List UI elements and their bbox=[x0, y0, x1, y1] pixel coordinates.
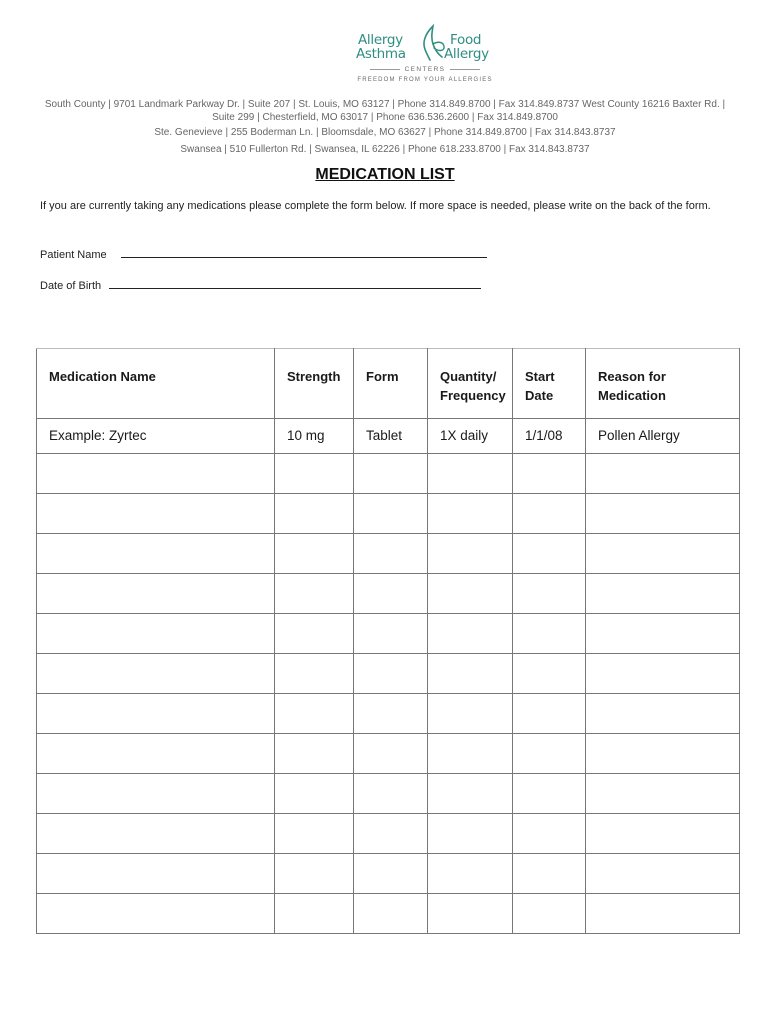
logo-centers bbox=[340, 66, 510, 73]
form-cell[interactable] bbox=[354, 734, 428, 774]
reason-cell[interactable] bbox=[586, 654, 740, 694]
medication-name-cell[interactable] bbox=[37, 454, 275, 494]
example-reason: Pollen Allergy bbox=[586, 419, 740, 454]
table-row bbox=[37, 654, 740, 694]
form-cell[interactable] bbox=[354, 494, 428, 534]
example-medication-name: Example: Zyrtec bbox=[37, 419, 275, 454]
header-reason bbox=[586, 349, 740, 419]
start-date-cell[interactable] bbox=[513, 654, 586, 694]
table-row bbox=[37, 614, 740, 654]
start-date-cell[interactable] bbox=[513, 694, 586, 734]
start-date-cell[interactable] bbox=[513, 734, 586, 774]
reason-cell[interactable] bbox=[586, 614, 740, 654]
table-row bbox=[37, 534, 740, 574]
reason-cell[interactable] bbox=[586, 894, 740, 934]
form-cell[interactable] bbox=[354, 534, 428, 574]
strength-cell[interactable] bbox=[275, 894, 354, 934]
example-start-date: 1/1/08 bbox=[513, 419, 586, 454]
butterfly-logo-icon bbox=[416, 24, 446, 62]
table-row bbox=[37, 734, 740, 774]
patient-name-field[interactable] bbox=[121, 247, 487, 258]
form-cell[interactable] bbox=[354, 694, 428, 734]
quantity-cell[interactable] bbox=[428, 454, 513, 494]
example-strength: 10 mg bbox=[275, 419, 354, 454]
logo-word-asthma: Asthma bbox=[356, 46, 406, 62]
strength-cell[interactable] bbox=[275, 494, 354, 534]
header-quantity-line2: Frequency bbox=[440, 388, 506, 403]
header-medication-name: Medication Name bbox=[37, 349, 275, 419]
table-row bbox=[37, 814, 740, 854]
strength-cell[interactable] bbox=[275, 774, 354, 814]
medication-name-cell[interactable] bbox=[37, 854, 275, 894]
address-line-2: Ste. Genevieve | 255 Boderman Ln. | Bloomsdale, MO 63627 | Phone 314.849.8700 | Fax 314.843.8737 bbox=[154, 127, 616, 138]
page-title: MEDICATION LIST bbox=[315, 166, 455, 183]
reason-cell[interactable] bbox=[586, 574, 740, 614]
header-start-date bbox=[513, 349, 586, 419]
form-cell[interactable] bbox=[354, 654, 428, 694]
form-cell[interactable] bbox=[354, 454, 428, 494]
form-cell[interactable] bbox=[354, 894, 428, 934]
strength-cell[interactable] bbox=[275, 534, 354, 574]
header-start-line2: Date bbox=[525, 388, 554, 403]
patient-name-row bbox=[40, 247, 487, 261]
quantity-cell[interactable] bbox=[428, 854, 513, 894]
reason-cell[interactable] bbox=[586, 494, 740, 534]
medication-name-cell[interactable] bbox=[37, 694, 275, 734]
start-date-cell[interactable] bbox=[513, 854, 586, 894]
start-date-cell[interactable] bbox=[513, 894, 586, 934]
medication-name-cell[interactable] bbox=[37, 774, 275, 814]
strength-cell[interactable] bbox=[275, 854, 354, 894]
quantity-cell[interactable] bbox=[428, 614, 513, 654]
header-reason-line2: Medication bbox=[598, 388, 666, 403]
medication-name-cell[interactable] bbox=[37, 574, 275, 614]
start-date-cell[interactable] bbox=[513, 494, 586, 534]
quantity-cell[interactable] bbox=[428, 534, 513, 574]
address-line-3: Swansea | 510 Fullerton Rd. | Swansea, IL 62226 | Phone 618.233.8700 | Fax 314.843.8737 bbox=[180, 144, 590, 155]
strength-cell[interactable] bbox=[275, 614, 354, 654]
patient-name-label: Patient Name bbox=[40, 249, 107, 261]
medication-name-cell[interactable] bbox=[37, 534, 275, 574]
logo-word-allergy-2: Allergy bbox=[444, 46, 489, 62]
header-quantity-frequency bbox=[428, 349, 513, 419]
strength-cell[interactable] bbox=[275, 574, 354, 614]
dob-field[interactable] bbox=[109, 278, 481, 289]
dob-row bbox=[40, 278, 481, 292]
example-form: Tablet bbox=[354, 419, 428, 454]
medication-name-cell[interactable] bbox=[37, 614, 275, 654]
reason-cell[interactable] bbox=[586, 774, 740, 814]
reason-cell[interactable] bbox=[586, 454, 740, 494]
start-date-cell[interactable] bbox=[513, 774, 586, 814]
form-cell[interactable] bbox=[354, 614, 428, 654]
quantity-cell[interactable] bbox=[428, 654, 513, 694]
medication-name-cell[interactable] bbox=[37, 814, 275, 854]
table-row bbox=[37, 454, 740, 494]
logo-tagline: FREEDOM FROM YOUR ALLERGIES bbox=[357, 77, 493, 83]
example-row bbox=[37, 419, 740, 454]
form-cell[interactable] bbox=[354, 574, 428, 614]
form-cell[interactable] bbox=[354, 854, 428, 894]
quantity-cell[interactable] bbox=[428, 694, 513, 734]
header-form: Form bbox=[354, 349, 428, 419]
start-date-cell[interactable] bbox=[513, 614, 586, 654]
quantity-cell[interactable] bbox=[428, 574, 513, 614]
strength-cell[interactable] bbox=[275, 814, 354, 854]
quantity-cell[interactable] bbox=[428, 734, 513, 774]
table-header-row bbox=[37, 349, 740, 419]
table-row bbox=[37, 494, 740, 534]
table-row bbox=[37, 894, 740, 934]
quantity-cell[interactable] bbox=[428, 494, 513, 534]
header-reason-line1: Reason for bbox=[598, 369, 666, 384]
header-start-line1: Start bbox=[525, 369, 555, 384]
start-date-cell[interactable] bbox=[513, 454, 586, 494]
start-date-cell[interactable] bbox=[513, 814, 586, 854]
dob-label: Date of Birth bbox=[40, 280, 102, 292]
reason-cell[interactable] bbox=[586, 854, 740, 894]
strength-cell[interactable] bbox=[275, 694, 354, 734]
medication-table bbox=[36, 348, 740, 934]
blank-rows bbox=[37, 454, 740, 934]
medication-name-cell[interactable] bbox=[37, 494, 275, 534]
strength-cell[interactable] bbox=[275, 734, 354, 774]
address-line-1: South County | 9701 Landmark Parkway Dr. | Suite 207 | St. Louis, MO 63127 | Phone 314.849.8700 | Fax 314.849.8737 West County 16216 Baxter Rd. | Suite 299 | Chesterfield, MO 63017 | Phone 636.536.2600 | Fax 314.849.8700 bbox=[44, 99, 726, 123]
reason-cell[interactable] bbox=[586, 734, 740, 774]
example-quantity: 1X daily bbox=[428, 419, 513, 454]
reason-cell[interactable] bbox=[586, 694, 740, 734]
quantity-cell[interactable] bbox=[428, 814, 513, 854]
header-quantity-line1: Quantity/ bbox=[440, 369, 497, 384]
table-row bbox=[37, 574, 740, 614]
table-row bbox=[37, 854, 740, 894]
start-date-cell[interactable] bbox=[513, 574, 586, 614]
instructions-text: If you are currently taking any medications please complete the form below. If more space is needed, please write on the back of the form. bbox=[40, 200, 711, 212]
reason-cell[interactable] bbox=[586, 814, 740, 854]
start-date-cell[interactable] bbox=[513, 534, 586, 574]
practice-logo bbox=[340, 22, 510, 88]
medication-name-cell[interactable] bbox=[37, 654, 275, 694]
logo-word-allergy: Allergy bbox=[358, 32, 403, 48]
form-cell[interactable] bbox=[354, 774, 428, 814]
quantity-cell[interactable] bbox=[428, 894, 513, 934]
strength-cell[interactable] bbox=[275, 454, 354, 494]
form-cell[interactable] bbox=[354, 814, 428, 854]
table-row bbox=[37, 694, 740, 734]
medication-name-cell[interactable] bbox=[37, 894, 275, 934]
medication-name-cell[interactable] bbox=[37, 734, 275, 774]
logo-centers-text: CENTERS bbox=[404, 66, 446, 73]
strength-cell[interactable] bbox=[275, 654, 354, 694]
table-row bbox=[37, 774, 740, 814]
reason-cell[interactable] bbox=[586, 534, 740, 574]
header-strength: Strength bbox=[275, 349, 354, 419]
logo-word-food: Food bbox=[450, 32, 482, 48]
quantity-cell[interactable] bbox=[428, 774, 513, 814]
